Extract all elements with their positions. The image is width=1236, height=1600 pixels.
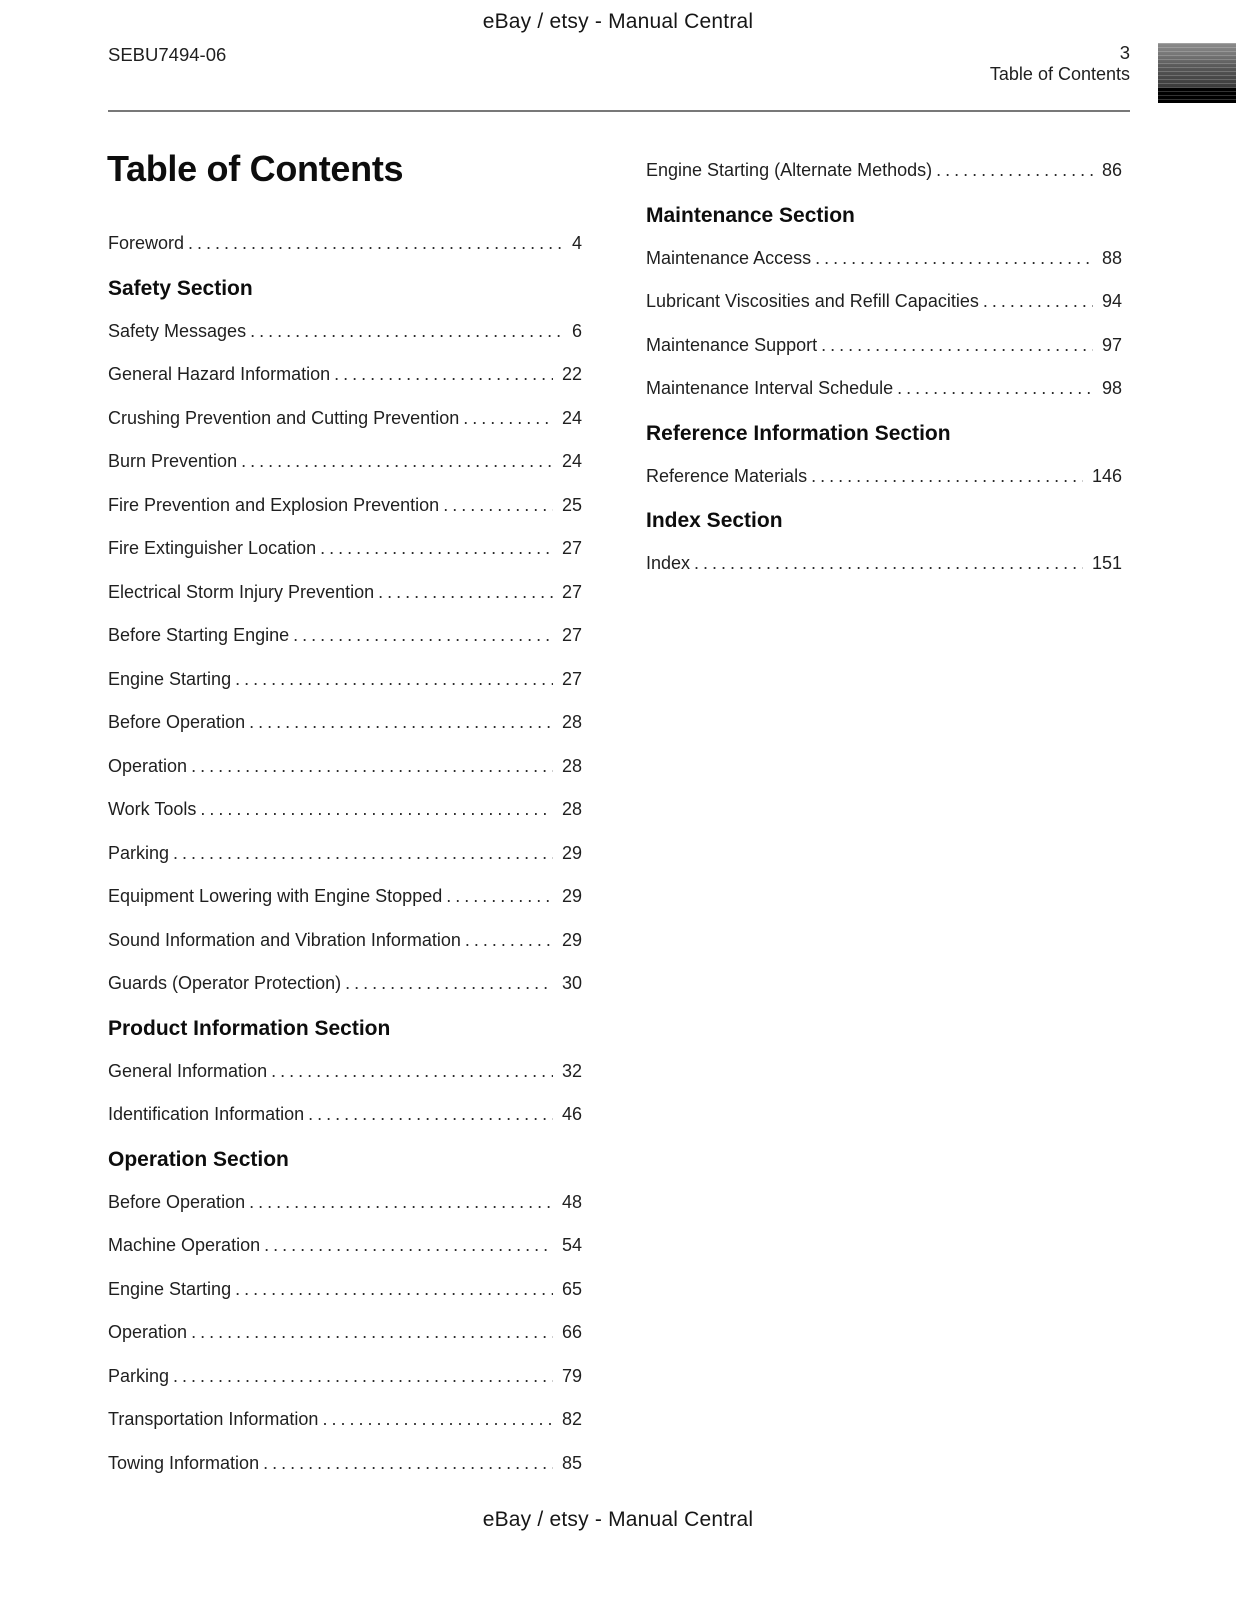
toc-entry-label: Identification Information	[108, 1104, 305, 1124]
leader-dots	[250, 319, 563, 344]
leader-dots	[320, 536, 553, 561]
toc-entry-label: Before Operation	[108, 712, 246, 732]
toc-entry-page: 24	[561, 407, 582, 428]
toc-entry	[108, 580, 582, 605]
leader-dots	[271, 1059, 553, 1084]
toc-entry	[108, 1233, 582, 1258]
toc-entry	[108, 1407, 582, 1432]
leader-dots	[191, 1320, 553, 1345]
leader-dots	[249, 710, 553, 735]
toc-entry-label: Parking	[108, 1365, 170, 1386]
toc-column-left	[108, 231, 582, 1494]
toc-entry-label: Work Tools	[108, 799, 197, 819]
toc-entry-label: Operation	[108, 755, 188, 776]
toc-entry-page: 94	[1101, 291, 1122, 311]
toc-entry-page: 79	[561, 1365, 582, 1386]
toc-entry-label: Safety Messages	[108, 320, 247, 341]
toc-entry	[646, 289, 1122, 314]
toc-entry-page: 82	[561, 1409, 582, 1429]
toc-entry-label: Index	[646, 553, 691, 573]
toc-entry	[646, 551, 1122, 576]
toc-entry	[108, 928, 582, 953]
toc-entry	[108, 1190, 582, 1215]
toc-section-heading: Safety Section	[108, 276, 253, 300]
leader-dots	[235, 667, 553, 692]
toc-entry	[108, 971, 582, 996]
leader-dots	[463, 406, 553, 431]
toc-entry-label: Engine Starting	[108, 1278, 232, 1299]
toc-entry-page: 98	[1101, 378, 1122, 398]
toc-entry-page: 27	[561, 668, 582, 689]
toc-entry-label: Maintenance Support	[646, 334, 818, 355]
toc-entry-label: General Hazard Information	[108, 364, 331, 384]
leader-dots	[345, 971, 553, 996]
leader-dots	[200, 797, 553, 822]
toc-entry	[108, 406, 582, 431]
leader-dots	[173, 841, 553, 866]
toc-entry	[646, 158, 1122, 183]
toc-entry-page: 46	[561, 1104, 582, 1124]
toc-entry-label: Guards (Operator Protection)	[108, 973, 342, 993]
toc-entry	[108, 231, 582, 256]
leader-dots	[465, 928, 553, 953]
toc-entry-page: 6	[571, 320, 582, 341]
leader-dots	[378, 580, 553, 605]
leader-dots	[936, 158, 1093, 183]
watermark-header: eBay / etsy - Manual Central	[482, 10, 754, 33]
toc-entry-label: Before Operation	[108, 1191, 246, 1212]
toc-entry	[108, 710, 582, 735]
toc-entry	[646, 333, 1122, 358]
toc-entry-page: 85	[561, 1452, 582, 1473]
toc-entry-label: Maintenance Interval Schedule	[646, 378, 894, 398]
leader-dots	[191, 754, 553, 779]
toc-entry-label: Crushing Prevention and Cutting Prevention	[108, 407, 460, 428]
toc-entry-page: 28	[561, 712, 582, 732]
toc-entry-page: 29	[561, 842, 582, 863]
toc-section-heading: Maintenance Section	[646, 203, 855, 227]
toc-entry-label: Transportation Information	[108, 1409, 319, 1429]
toc-column-right	[646, 158, 1122, 595]
leader-dots	[821, 333, 1093, 358]
toc-entry-label: Towing Information	[108, 1452, 260, 1473]
toc-entry-page: 32	[561, 1060, 582, 1081]
toc-entry	[108, 1277, 582, 1302]
leader-dots	[293, 623, 553, 648]
toc-entry-label: Sound Information and Vibration Information	[108, 929, 461, 950]
toc-entry-page: 4	[571, 233, 582, 253]
toc-entry	[108, 1102, 582, 1127]
toc-entry	[108, 449, 582, 474]
toc-entry-label: Engine Starting	[108, 668, 232, 689]
toc-entry-page: 22	[561, 364, 582, 384]
leader-dots	[308, 1102, 553, 1127]
toc-entry	[646, 376, 1122, 401]
toc-entry-page: 97	[1101, 334, 1122, 355]
toc-entry-page: 54	[561, 1235, 582, 1255]
toc-entry-page: 27	[561, 625, 582, 645]
toc-entry-label: Fire Prevention and Explosion Prevention	[108, 494, 440, 515]
toc-entry	[108, 841, 582, 866]
toc-section-heading: Product Information Section	[108, 1016, 391, 1040]
toc-entry-page: 86	[1101, 160, 1122, 180]
toc-entry	[108, 536, 582, 561]
toc-entry-page: 88	[1101, 247, 1122, 268]
leader-dots	[241, 449, 553, 474]
leader-dots	[263, 1451, 553, 1476]
leader-dots	[235, 1277, 553, 1302]
leader-dots	[897, 376, 1093, 401]
page-title: Table of Contents	[107, 148, 404, 189]
toc-entry-page: 28	[561, 755, 582, 776]
document-number: SEBU7494-06	[108, 44, 227, 65]
toc-entry-label: Operation	[108, 1322, 188, 1342]
leader-dots	[443, 493, 553, 518]
toc-entry	[108, 1320, 582, 1345]
toc-entry	[646, 246, 1122, 271]
toc-section-heading: Index Section	[646, 509, 783, 532]
leader-dots	[694, 551, 1083, 576]
toc-entry	[108, 797, 582, 822]
toc-entry-page: 28	[561, 799, 582, 819]
toc-entry-page: 27	[561, 581, 582, 602]
toc-entry-label: Foreword	[108, 233, 185, 253]
toc-entry	[108, 884, 582, 909]
leader-dots	[334, 362, 553, 387]
toc-entry	[108, 319, 582, 344]
toc-entry	[108, 493, 582, 518]
toc-entry-label: Electrical Storm Injury Prevention	[108, 581, 375, 602]
toc-entry-page: 66	[561, 1322, 582, 1342]
leader-dots	[173, 1364, 553, 1389]
toc-entry	[108, 362, 582, 387]
leader-dots	[811, 464, 1083, 489]
leader-dots	[322, 1407, 553, 1432]
header-section-title: Table of Contents	[989, 64, 1130, 84]
toc-entry-label: Maintenance Access	[646, 247, 812, 268]
toc-entry-page: 151	[1091, 553, 1122, 573]
toc-entry	[108, 1451, 582, 1476]
toc-entry-page: 146	[1091, 465, 1122, 486]
leader-dots	[446, 884, 553, 909]
toc-entry	[108, 754, 582, 779]
toc-entry-page: 27	[561, 538, 582, 558]
toc-entry	[108, 623, 582, 648]
header-divider	[108, 110, 1130, 112]
thumb-index-mark	[1158, 43, 1236, 103]
leader-dots	[249, 1190, 553, 1215]
page-number: 3	[1119, 42, 1130, 63]
toc-entry-label: Machine Operation	[108, 1235, 261, 1255]
toc-entry-page: 29	[561, 886, 582, 906]
leader-dots	[264, 1233, 553, 1258]
toc-entry-page: 29	[561, 929, 582, 950]
toc-section-heading: Reference Information Section	[646, 421, 951, 445]
leader-dots	[983, 289, 1093, 314]
toc-entry-label: General Information	[108, 1060, 268, 1081]
toc-entry-page: 24	[561, 451, 582, 471]
toc-entry-label: Fire Extinguisher Location	[108, 538, 317, 558]
toc-entry-label: Parking	[108, 842, 170, 863]
toc-entry	[646, 464, 1122, 489]
watermark-footer: eBay / etsy - Manual Central	[482, 1508, 754, 1531]
toc-entry-label: Lubricant Viscosities and Refill Capacities	[646, 291, 979, 311]
toc-entry-page: 30	[561, 973, 582, 993]
leader-dots	[815, 246, 1093, 271]
toc-entry	[108, 1059, 582, 1084]
toc-section-heading: Operation Section	[108, 1147, 289, 1171]
toc-entry-page: 65	[561, 1278, 582, 1299]
toc-entry	[108, 1364, 582, 1389]
toc-entry-label: Reference Materials	[646, 465, 808, 486]
toc-entry	[108, 667, 582, 692]
leader-dots	[188, 231, 563, 256]
toc-entry-page: 25	[561, 494, 582, 515]
toc-entry-label: Equipment Lowering with Engine Stopped	[108, 886, 443, 906]
toc-entry-label: Burn Prevention	[108, 451, 238, 471]
toc-entry-label: Engine Starting (Alternate Methods)	[646, 160, 933, 180]
toc-entry-page: 48	[561, 1191, 582, 1212]
toc-entry-label: Before Starting Engine	[108, 625, 290, 645]
